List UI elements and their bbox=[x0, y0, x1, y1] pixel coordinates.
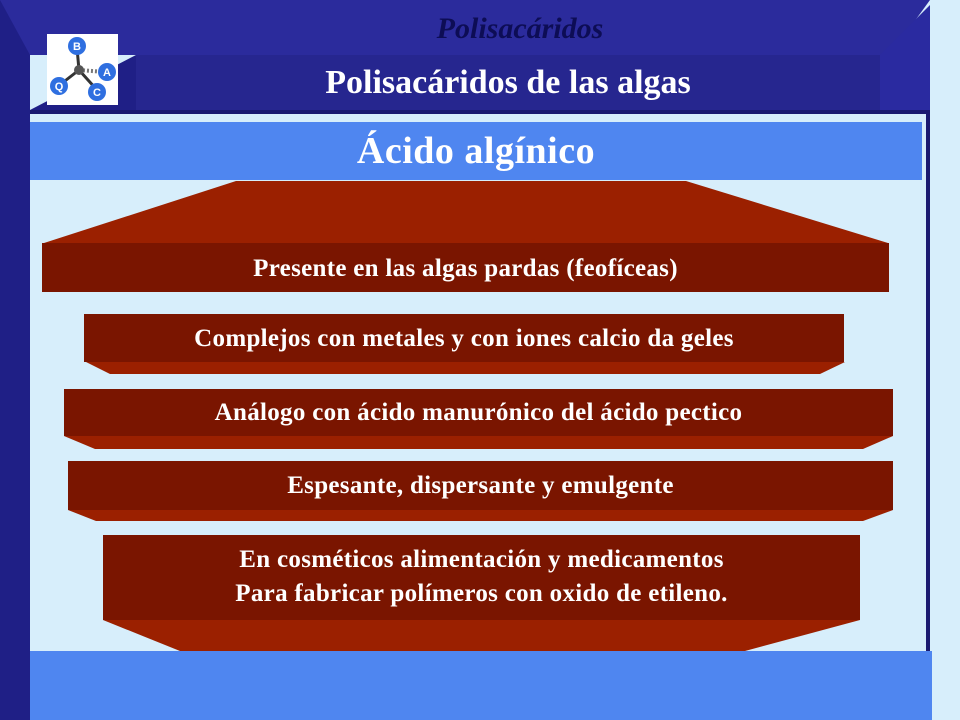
item-2-tail bbox=[86, 362, 845, 374]
logo-letter-a: A bbox=[103, 67, 111, 79]
item-4-text: Espesante, dispersante y emulgente bbox=[287, 472, 674, 499]
logo-letter-q: Q bbox=[54, 81, 64, 93]
section-title: Ácido algínico bbox=[356, 130, 596, 172]
logo-letter-c: C bbox=[93, 87, 101, 99]
bottom-band bbox=[30, 651, 932, 720]
item-1-text: Presente en las algas pardas (feofíceas) bbox=[253, 255, 678, 282]
item-3-tail bbox=[64, 436, 893, 449]
item-5-line-2: Para fabricar polímeros con oxido de etileno. bbox=[235, 580, 728, 607]
page-title: Polisacáridos de las algas bbox=[325, 64, 691, 101]
logo-letter-b: B bbox=[73, 41, 81, 53]
item-1-roof bbox=[44, 181, 888, 243]
item-5-tail bbox=[103, 620, 860, 651]
item-5-line-1: En cosméticos alimentación y medicamentos bbox=[239, 546, 724, 573]
item-4-tail bbox=[68, 510, 893, 521]
header-subtitle: Polisacáridos bbox=[436, 12, 604, 45]
item-2-text: Complejos con metales y con iones calcio da geles bbox=[194, 325, 734, 352]
item-3-text: Análogo con ácido manurónico del ácido pectico bbox=[214, 399, 743, 426]
